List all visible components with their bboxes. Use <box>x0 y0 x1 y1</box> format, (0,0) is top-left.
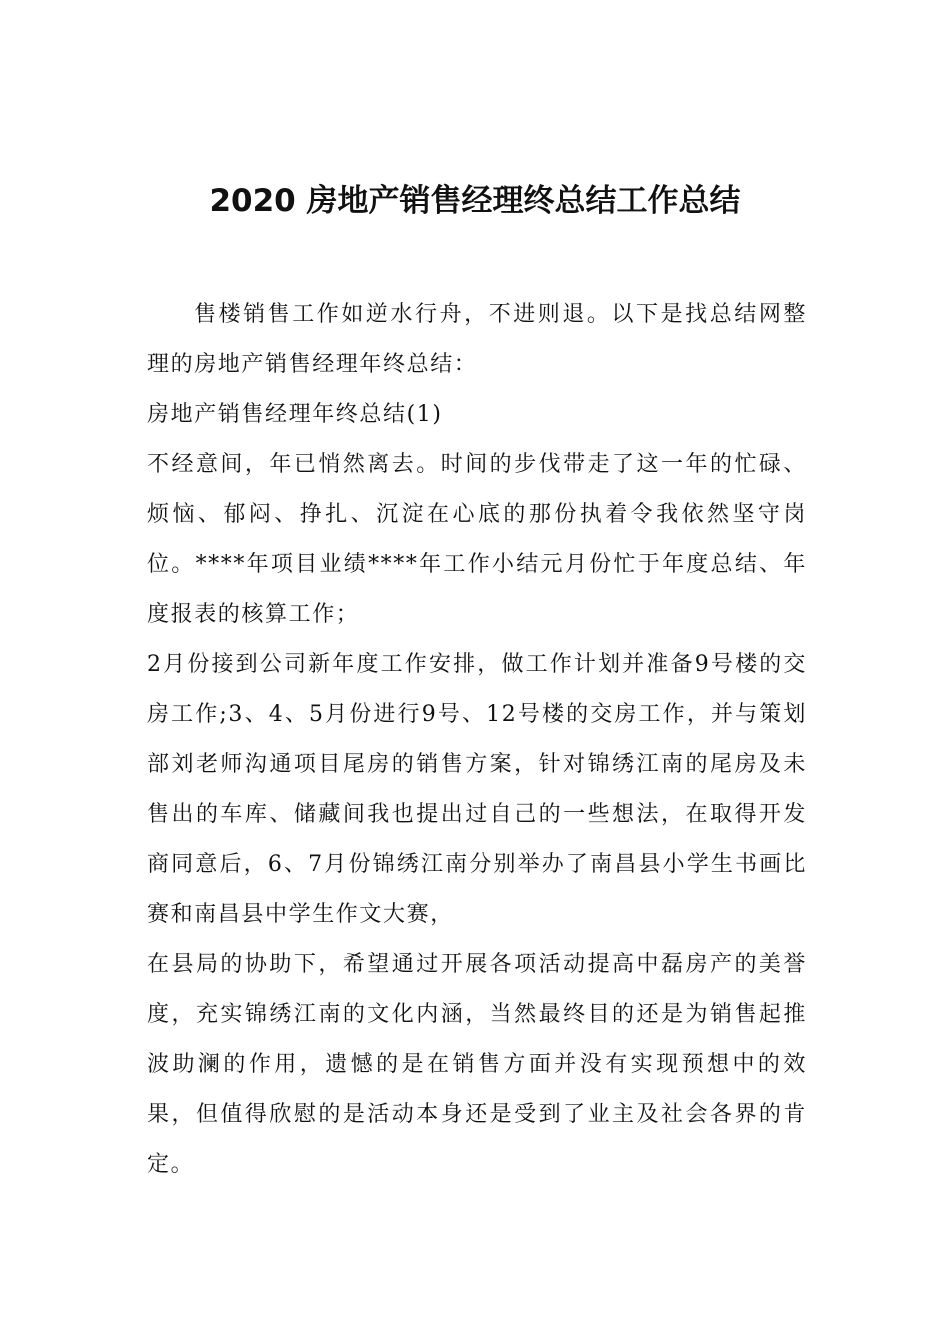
body-paragraph: 2月份接到公司新年度工作安排，做工作计划并准备9号楼的交房工作;3、4、5月份进行9号、12号楼的交房工作，并与策划部刘老师沟通项目尾房的销售方案，针对锦绣江南的尾房及未售出的车库、储藏间我也提出过自己的一些想法，在取得开发商同意后，6、7月份锦绣江南分别举办了南昌县小学生书画比赛和南昌县中学生作文大赛， <box>147 652 807 927</box>
page-title: 2020 房地产销售经理终总结工作总结 <box>209 182 741 219</box>
document-body <box>147 290 807 1190</box>
intro-paragraph: 售楼销售工作如逆水行舟，不进则退。以下是找总结网整理的房地产销售经理年终总结： <box>147 302 807 377</box>
section-heading: 房地产销售经理年终总结(1) <box>147 402 443 427</box>
body-paragraph: 不经意间，年已悄然离去。时间的步伐带走了这一年的忙碌、烦恼、郁闷、挣扎、沉淀在心底的那份执着令我依然坚守岗位。****年项目业绩****年工作小结元月份忙于年度总结、年度报表的核算工作； <box>147 452 807 627</box>
body-paragraph: 在县局的协助下，希望通过开展各项活动提高中磊房产的美誉度，充实锦绣江南的文化内涵，当然最终目的还是为销售起推波助澜的作用，遗憾的是在销售方面并没有实现预想中的效果，但值得欣慰的是活动本身还是受到了业主及社会各界的肯定。 <box>147 952 807 1177</box>
